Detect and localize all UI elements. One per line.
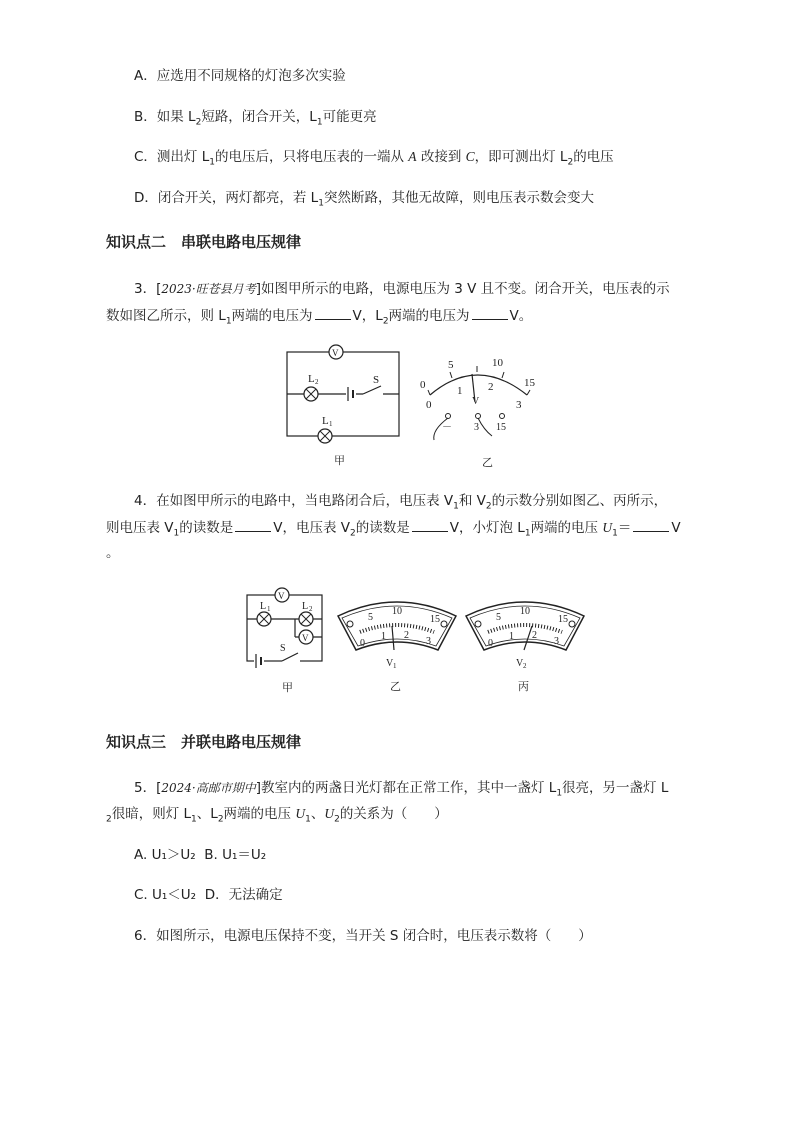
svg-text:0: 0 xyxy=(488,638,493,649)
q4-meter-v1 xyxy=(334,594,460,694)
svg-text:15: 15 xyxy=(558,614,568,625)
svg-text:V: V xyxy=(472,396,480,407)
svg-text:L: L xyxy=(260,601,267,612)
svg-text:15: 15 xyxy=(496,422,506,433)
svg-text:2: 2 xyxy=(309,605,313,613)
q4-circuit-diagram xyxy=(240,585,330,695)
svg-text:3: 3 xyxy=(474,422,479,433)
svg-text:L: L xyxy=(302,601,309,612)
section-heading-3: 知识点三 并联电路电压规律 xyxy=(106,733,302,751)
svg-text:5: 5 xyxy=(496,612,501,623)
svg-text:15: 15 xyxy=(524,377,535,389)
svg-text:5: 5 xyxy=(448,359,454,371)
answer-blank[interactable] xyxy=(315,306,351,320)
answer-blank[interactable] xyxy=(633,518,669,532)
svg-text:10: 10 xyxy=(392,606,402,617)
svg-text:3: 3 xyxy=(516,399,522,411)
q2-option-a: A．应选用不同规格的灯泡多次实验 xyxy=(134,68,346,84)
answer-blank[interactable] xyxy=(235,518,271,532)
svg-text:10: 10 xyxy=(492,357,503,369)
svg-text:5: 5 xyxy=(368,612,373,623)
q5-line-2: $_2$很暗，则灯 $L_1$、$L_2$两端的电压 $U_1$、$U_2$的关系为（ ） xyxy=(106,806,448,825)
svg-text:V: V xyxy=(278,591,285,601)
q3-line-1: 3．[2023·旺苍县月考]如图甲所示的电路，电源电压为 3 V 且不变。闭合开关，电压表的示 xyxy=(134,281,670,297)
q3-voltmeter-dial xyxy=(412,350,552,470)
q2-option-c: C．测出灯 $L_1$的电压后，只将电压表的一端从 A 改接到 C，即可测出灯 $L_2$的电压 xyxy=(134,149,614,168)
svg-text:L: L xyxy=(322,415,329,427)
q5-options-cd: C. U₁＜U₂ D．无法确定 xyxy=(134,887,283,903)
svg-text:乙: 乙 xyxy=(390,681,401,693)
q5-line-1: 5．[2024·高邮市期中]教室内的两盏日光灯都在正常工作，其中一盏灯 $L_1$很亮，另一盏灯 L xyxy=(134,780,669,799)
svg-text:V: V xyxy=(516,658,524,669)
svg-text:1: 1 xyxy=(393,662,397,670)
svg-text:甲: 甲 xyxy=(282,682,293,694)
svg-text:1: 1 xyxy=(509,631,514,642)
svg-text:1: 1 xyxy=(267,605,271,613)
svg-text:1: 1 xyxy=(381,631,386,642)
section-heading-2: 知识点二 串联电路电压规律 xyxy=(106,233,302,251)
q4-line-3: 。 xyxy=(106,545,120,561)
q4-meter-v2 xyxy=(462,594,588,694)
svg-text:0: 0 xyxy=(420,379,426,391)
svg-text:S: S xyxy=(373,374,380,386)
svg-text:乙: 乙 xyxy=(482,457,493,469)
svg-text:0: 0 xyxy=(360,638,365,649)
q3-circuit-diagram xyxy=(280,340,410,470)
svg-text:3: 3 xyxy=(554,636,559,647)
svg-text:V: V xyxy=(332,348,339,358)
svg-text:S: S xyxy=(280,643,286,654)
svg-text:2: 2 xyxy=(532,630,537,641)
svg-text:丙: 丙 xyxy=(518,681,529,693)
svg-text:1: 1 xyxy=(457,385,463,397)
svg-text:3: 3 xyxy=(426,636,431,647)
answer-blank[interactable] xyxy=(472,306,508,320)
q5-options-ab: A. U₁＞U₂ B. U₁＝U₂ xyxy=(134,847,267,863)
svg-text:2: 2 xyxy=(488,381,494,393)
answer-blank[interactable] xyxy=(412,518,448,532)
svg-text:2: 2 xyxy=(523,662,527,670)
q2-option-b: B．如果 $L_2$短路，闭合开关，$L_1$可能更亮 xyxy=(134,109,377,128)
q2-option-d: D．闭合开关，两灯都亮，若 $L_1$突然断路，其他无故障，则电压表示数会变大 xyxy=(134,190,594,209)
svg-text:2: 2 xyxy=(315,378,319,386)
svg-text:10: 10 xyxy=(520,606,530,617)
svg-text:0: 0 xyxy=(426,399,432,411)
svg-text:2: 2 xyxy=(404,630,409,641)
svg-text:甲: 甲 xyxy=(334,455,345,467)
svg-text:V: V xyxy=(302,633,309,643)
svg-text:V: V xyxy=(386,658,394,669)
q3-line-2: 数如图乙所示，则 $L_1$两端的电压为 V，$L_2$两端的电压为 V。 xyxy=(106,308,533,327)
q4-line-1: 4．在如图甲所示的电路中，当电路闭合后，电压表 $V_1$和 $V_2$的示数分别如图乙、丙所示， xyxy=(134,493,668,512)
svg-text:－: － xyxy=(442,422,452,433)
q6-line-1: 6．如图所示，电源电压保持不变，当开关 S 闭合时，电压表示数将（ ） xyxy=(134,928,592,944)
q4-line-2: 则电压表 $V_1$的读数是 V，电压表 $V_2$的读数是 V，小灯泡 $L_1$两端的电压 $U_1= V$ xyxy=(106,520,681,539)
svg-text:1: 1 xyxy=(329,420,333,428)
svg-text:15: 15 xyxy=(430,614,440,625)
svg-text:L: L xyxy=(308,373,315,385)
